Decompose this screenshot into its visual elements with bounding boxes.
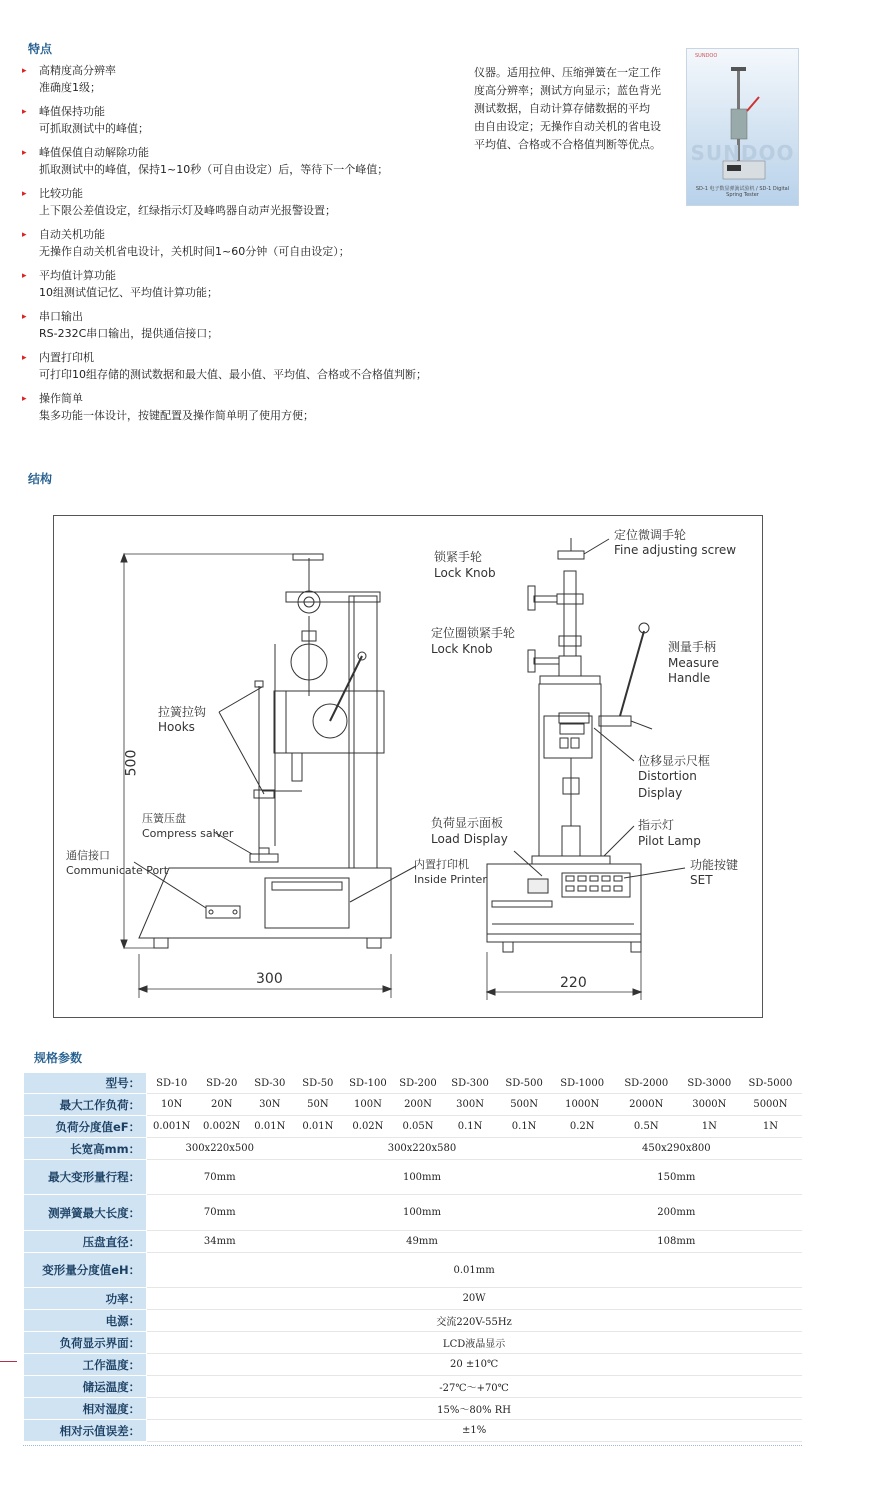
printer-label-cn: 内置打印机 [414, 858, 469, 871]
table-cell: 10N [147, 1094, 197, 1116]
depth-dimension: 220 [560, 975, 587, 991]
feature-item [22, 226, 482, 267]
table-cell: SD-500 [497, 1073, 551, 1094]
table-cell: 3000N [679, 1094, 739, 1116]
intro-line: 平均值、合格或不合格值判断等优点。 [474, 138, 661, 151]
table-cell: 100N [343, 1094, 393, 1116]
intro-line: 测试数据，自动计算存储数据的平均 [474, 102, 650, 115]
intro-line: 度高分辨率；测试方向显示；蓝色背光 [474, 84, 661, 97]
feature-title: 平均值计算功能 [39, 269, 116, 282]
hooks-label-cn: 拉簧拉钩 [158, 705, 207, 719]
features-list [22, 62, 482, 431]
bullet-icon: ▸ [22, 230, 27, 240]
bullet-icon: ▸ [22, 107, 27, 117]
table-cell: SD-20 [197, 1073, 247, 1094]
photo-logo: SUNDOO [695, 53, 718, 59]
table-cell: SD-2000 [613, 1073, 679, 1094]
feature-desc: 可抓取测试中的峰值； [39, 122, 149, 135]
dotted-divider [23, 1445, 802, 1446]
table-cell: 200N [393, 1094, 443, 1116]
distortion-label-cn: 位移显示尺框 [638, 754, 711, 768]
handle-label-en1: Measure [668, 656, 719, 670]
compress-label-en: Compress salver [142, 827, 234, 840]
feature-desc: 抓取测试中的峰值，保持1~10秒（可自由设定）后，等待下一个峰值； [39, 163, 389, 176]
row-label: 长宽高mm： [24, 1138, 147, 1160]
row-label: 电源： [24, 1310, 147, 1332]
lock-knob-label-cn: 锁紧手轮 [434, 550, 483, 564]
pilot-lamp-label-en: Pilot Lamp [638, 834, 701, 848]
intro-line: 由自由设定；无操作自动关机的省电设 [474, 120, 661, 133]
handle-label-cn: 测量手柄 [668, 640, 717, 654]
table-cell: ±1% [147, 1420, 802, 1442]
feature-item [22, 349, 482, 390]
feature-item [22, 103, 482, 144]
table-cell: 100mm [293, 1160, 551, 1195]
load-display-label-en: Load Display [431, 832, 508, 846]
row-label: 负荷显示界面： [24, 1332, 147, 1354]
table-row [24, 1073, 802, 1094]
table-row [24, 1376, 802, 1398]
row-label: 最大工作负荷： [24, 1094, 147, 1116]
feature-desc: 无操作自动关机省电设计，关机时间1~60分钟（可自由设定）； [39, 245, 350, 258]
table-cell: 0.01mm [147, 1253, 802, 1288]
table-cell: 34mm [147, 1231, 293, 1253]
table-cell: SD-300 [443, 1073, 497, 1094]
table-cell: SD-3000 [679, 1073, 739, 1094]
table-row [24, 1094, 802, 1116]
feature-title: 高精度高分辨率 [39, 64, 116, 77]
lock-knob-label-en: Lock Knob [434, 566, 496, 580]
specs-title: 规格参数 [34, 1051, 83, 1065]
row-label: 功率： [24, 1288, 147, 1310]
table-row [24, 1332, 802, 1354]
hooks-label-en: Hooks [158, 720, 195, 734]
pilot-lamp-label-cn: 指示灯 [638, 818, 675, 832]
feature-item [22, 308, 482, 349]
row-label: 型号： [24, 1073, 147, 1094]
bullet-icon: ▸ [22, 312, 27, 322]
photo-watermark: SUNDOO [690, 141, 795, 165]
table-cell: 300x220x500 [147, 1138, 293, 1160]
row-label: 压盘直径： [24, 1231, 147, 1253]
printer-label-en: Inside Printer [414, 873, 487, 886]
table-cell: SD-200 [393, 1073, 443, 1094]
table-row [24, 1195, 802, 1231]
distortion-label-en1: Distortion [638, 769, 697, 783]
table-cell: 1N [739, 1116, 801, 1138]
table-cell: 0.05N [393, 1116, 443, 1138]
feature-item [22, 144, 482, 185]
table-cell: SD-10 [147, 1073, 197, 1094]
table-cell: 49mm [293, 1231, 551, 1253]
feature-item [22, 267, 482, 308]
table-cell: 108mm [551, 1231, 801, 1253]
structure-diagram [53, 515, 763, 1018]
table-cell: 1000N [551, 1094, 613, 1116]
row-label: 相对示值误差： [24, 1420, 147, 1442]
table-row [24, 1354, 802, 1376]
table-cell: 交流220V-55Hz [147, 1310, 802, 1332]
product-photo [686, 48, 799, 206]
feature-title: 峰值保持功能 [39, 105, 105, 118]
bullet-icon: ▸ [22, 66, 27, 76]
row-label: 测弹簧最大长度： [24, 1195, 147, 1231]
row-label: 负荷分度值eF： [24, 1116, 147, 1138]
feature-item [22, 390, 482, 431]
table-cell: 300x220x580 [293, 1138, 551, 1160]
feature-desc: 可打印10组存储的测试数据和最大值、最小值、平均值、合格或不合格值判断； [39, 368, 427, 381]
table-cell: 15%～80% RH [147, 1398, 802, 1420]
side-marker [0, 1361, 17, 1362]
feature-desc: 集多功能一体设计，按键配置及操作简单明了使用方便； [39, 409, 314, 422]
table-cell: SD-5000 [739, 1073, 801, 1094]
height-dimension: 500 [123, 749, 140, 777]
table-row [24, 1116, 802, 1138]
intro-text [474, 64, 679, 156]
table-cell: 200mm [551, 1195, 801, 1231]
table-cell: 5000N [739, 1094, 801, 1116]
table-cell: 20 ±10℃ [147, 1354, 802, 1376]
table-cell: 30N [247, 1094, 293, 1116]
table-cell: SD-1000 [551, 1073, 613, 1094]
table-cell: 450x290x800 [551, 1138, 801, 1160]
table-cell: 20W [147, 1288, 802, 1310]
feature-desc: 上下限公差值设定，红绿指示灯及峰鸣器自动声光报警设置； [39, 204, 336, 217]
table-row [24, 1231, 802, 1253]
table-cell: 0.2N [551, 1116, 613, 1138]
table-cell: 0.01N [247, 1116, 293, 1138]
load-display-label-cn: 负荷显示面板 [431, 816, 504, 830]
table-cell: 0.1N [443, 1116, 497, 1138]
feature-title: 峰值保值自动解除功能 [39, 146, 149, 159]
fine-adjust-label-en: Fine adjusting screw [614, 543, 737, 557]
intro-line: 仪器。适用拉伸、压缩弹簧在一定工作 [474, 66, 661, 79]
table-cell: 20N [197, 1094, 247, 1116]
set-key-label-en: SET [690, 873, 713, 887]
table-cell: 500N [497, 1094, 551, 1116]
bullet-icon: ▸ [22, 353, 27, 363]
table-row [24, 1310, 802, 1332]
table-cell: 150mm [551, 1160, 801, 1195]
table-cell: SD-50 [293, 1073, 343, 1094]
specs-table [23, 1072, 802, 1442]
port-label-en: Communicate Port [66, 864, 169, 877]
row-label: 最大变形量行程： [24, 1160, 147, 1195]
table-cell: 300N [443, 1094, 497, 1116]
feature-desc: 准确度1级； [39, 81, 101, 94]
table-cell: 0.02N [343, 1116, 393, 1138]
table-cell: 2000N [613, 1094, 679, 1116]
compress-label-cn: 压簧压盘 [142, 812, 186, 825]
bullet-icon: ▸ [22, 271, 27, 281]
table-cell: 100mm [293, 1195, 551, 1231]
table-cell: 0.01N [293, 1116, 343, 1138]
photo-caption: SD-1 电子数显弹簧试验机 / SD-1 Digital Spring Tester [695, 186, 790, 198]
table-cell: LCD液晶显示 [147, 1332, 802, 1354]
feature-title: 内置打印机 [39, 351, 94, 364]
structure-title: 结构 [28, 472, 53, 486]
table-row [24, 1253, 802, 1288]
table-cell: 0.002N [197, 1116, 247, 1138]
table-cell: 1N [679, 1116, 739, 1138]
table-row [24, 1398, 802, 1420]
feature-title: 操作简单 [39, 392, 83, 405]
ring-lock-label-en: Lock Knob [431, 642, 493, 656]
port-label-cn: 通信接口 [66, 849, 110, 862]
bullet-icon: ▸ [22, 394, 27, 404]
row-label: 变形量分度值eH： [24, 1253, 147, 1288]
feature-title: 自动关机功能 [39, 228, 105, 241]
row-label: 相对湿度： [24, 1398, 147, 1420]
handle-label-en2: Handle [668, 671, 711, 685]
width-dimension: 300 [256, 971, 283, 987]
table-cell: 50N [293, 1094, 343, 1116]
tester-image [687, 49, 798, 205]
table-row [24, 1420, 802, 1442]
bullet-icon: ▸ [22, 148, 27, 158]
table-row [24, 1138, 802, 1160]
distortion-label-en2: Display [638, 786, 683, 800]
feature-desc: RS-232C串口输出，提供通信接口； [39, 327, 219, 340]
bullet-icon: ▸ [22, 189, 27, 199]
row-label: 工作温度： [24, 1354, 147, 1376]
ring-lock-label-cn: 定位圈锁紧手轮 [431, 626, 516, 640]
feature-title: 串口输出 [39, 310, 83, 323]
table-cell: 70mm [147, 1195, 293, 1231]
feature-item [22, 62, 482, 103]
feature-title: 比较功能 [39, 187, 83, 200]
feature-item [22, 185, 482, 226]
table-cell: SD-100 [343, 1073, 393, 1094]
feature-desc: 10组测试值记忆、平均值计算功能； [39, 286, 218, 299]
table-cell: 70mm [147, 1160, 293, 1195]
table-row [24, 1288, 802, 1310]
fine-adjust-label-cn: 定位微调手轮 [614, 528, 687, 542]
table-cell: 0.001N [147, 1116, 197, 1138]
table-cell: -27℃～+70℃ [147, 1376, 802, 1398]
row-label: 储运温度： [24, 1376, 147, 1398]
set-key-label-cn: 功能按键 [690, 858, 739, 872]
features-title: 特点 [28, 42, 53, 56]
table-row [24, 1160, 802, 1195]
table-cell: 0.5N [613, 1116, 679, 1138]
table-cell: 0.1N [497, 1116, 551, 1138]
table-cell: SD-30 [247, 1073, 293, 1094]
